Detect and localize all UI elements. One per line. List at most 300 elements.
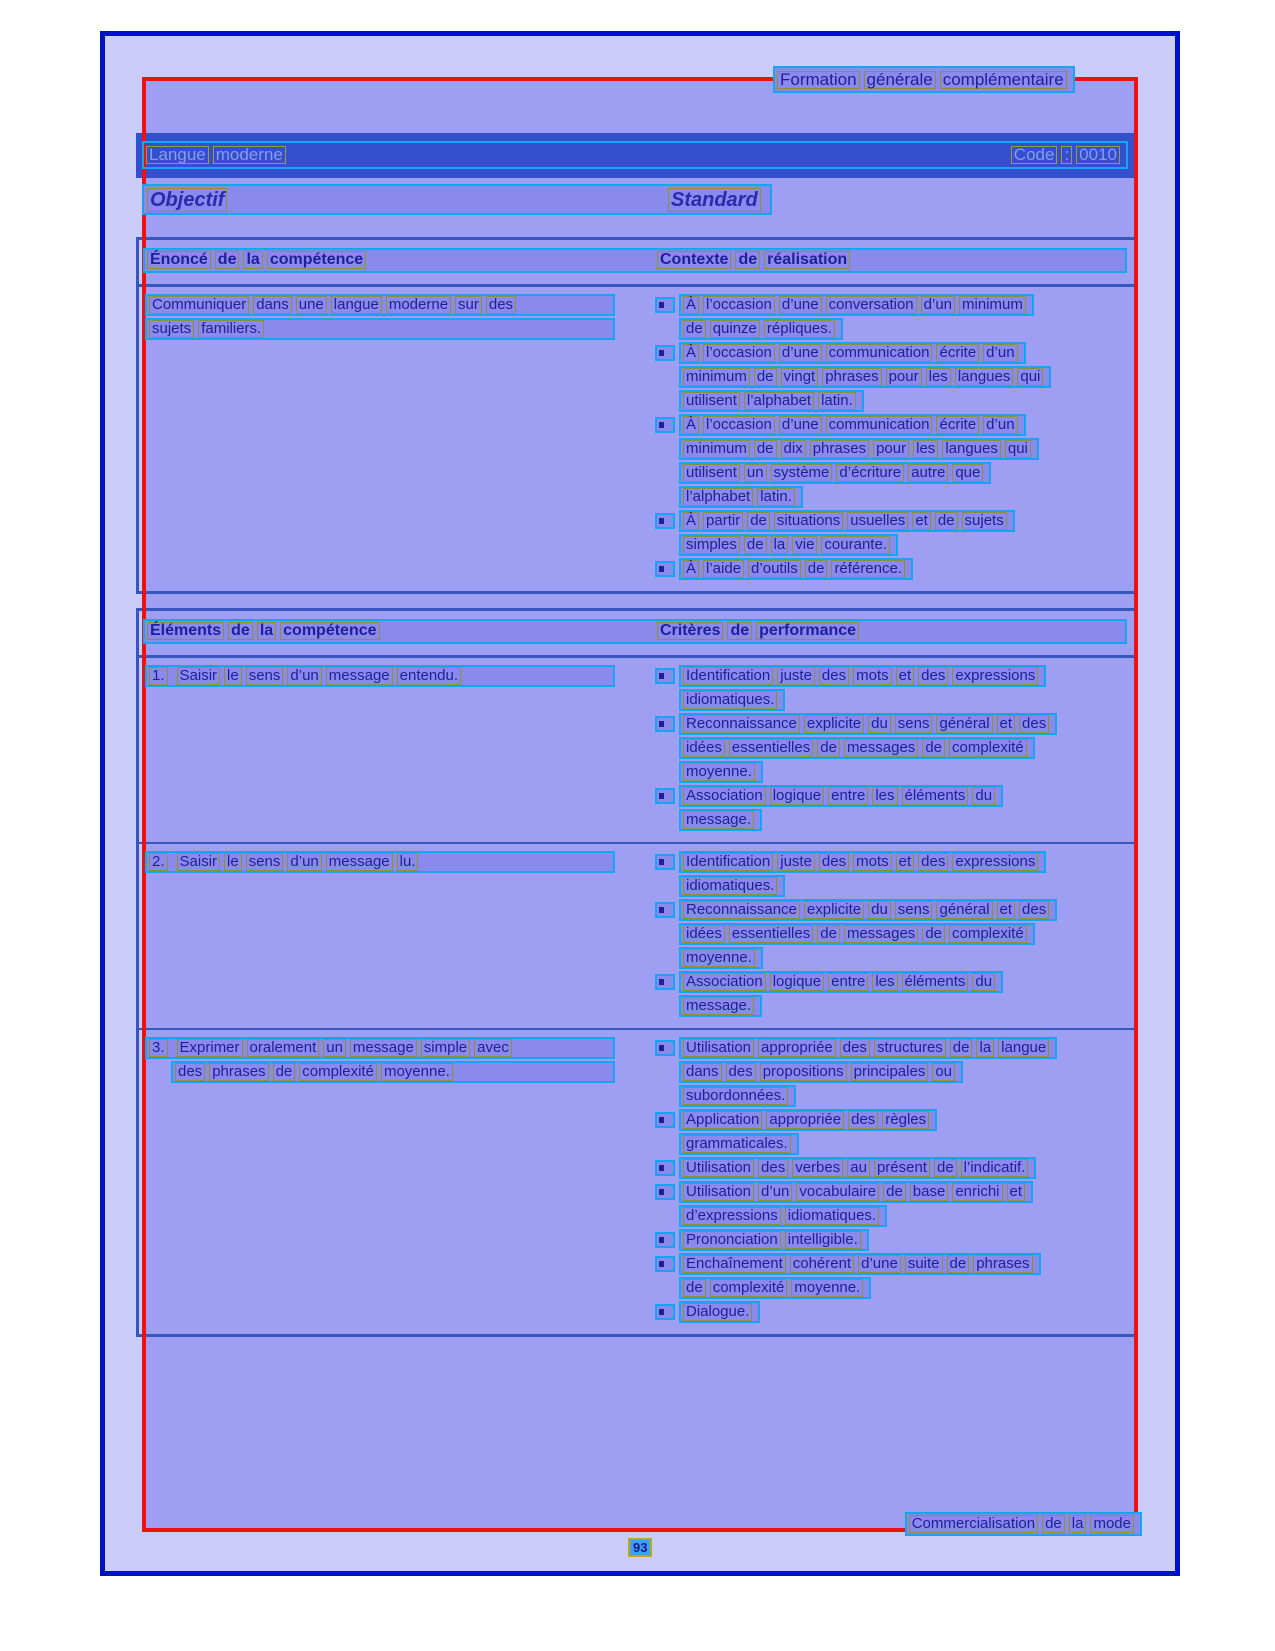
bullet-icon <box>655 1184 675 1200</box>
ocr-word: Code <box>1011 146 1058 164</box>
ocr-word: suite <box>905 1255 943 1273</box>
ocr-word: À <box>683 344 699 362</box>
bullet-dot <box>659 518 664 524</box>
objectif-standard-row <box>142 184 772 215</box>
bullet-lines <box>679 558 913 582</box>
ocr-line <box>679 462 991 484</box>
ocr-word: phrases <box>810 440 869 458</box>
ocr-word: logique <box>770 973 824 991</box>
ocr-word: explicite <box>804 901 864 919</box>
ocr-word: des <box>918 853 948 871</box>
ocr-word: d’écriture <box>836 464 904 482</box>
ocr-word: cohérent <box>790 1255 854 1273</box>
ocr-word: la <box>771 536 789 554</box>
ocr-word: Utilisation <box>683 1159 754 1177</box>
bullet-icon <box>655 668 675 684</box>
ocr-line <box>679 995 762 1017</box>
bullet-dot <box>659 859 664 865</box>
ocr-word: d’une <box>779 296 822 314</box>
ocr-word: mots <box>853 667 892 685</box>
ocr-word: général <box>936 901 992 919</box>
ocr-word: de <box>817 739 840 757</box>
ocr-word: usuelles <box>847 512 908 530</box>
ocr-word: messages <box>844 925 918 943</box>
ocr-word: du <box>972 973 995 991</box>
ocr-word: essentielles <box>729 925 813 943</box>
ocr-word: latin. <box>818 392 856 410</box>
ocr-word: un <box>744 464 767 482</box>
ocr-line <box>145 318 615 340</box>
bullet-icon <box>655 716 675 732</box>
ocr-word: mots <box>853 853 892 871</box>
table2-right-header <box>657 622 863 640</box>
ocr-word: sujets <box>149 320 194 338</box>
ocr-line <box>679 1181 1033 1203</box>
ocr-line <box>679 510 1015 532</box>
bullet-dot <box>659 1309 664 1315</box>
ocr-word: d’une <box>858 1255 901 1273</box>
ocr-word: langues <box>942 440 1001 458</box>
ocr-word: de <box>754 440 777 458</box>
ocr-word: compétence <box>280 622 379 640</box>
ocr-word: d’un <box>983 344 1017 362</box>
ocr-line <box>679 851 1046 873</box>
ocr-word: : <box>1061 146 1072 164</box>
ocr-word: verbes <box>792 1159 843 1177</box>
ocr-word: de <box>683 1279 706 1297</box>
ocr-word: de <box>883 1183 906 1201</box>
ocr-word: l’aide <box>703 560 744 578</box>
ocr-word: dans <box>683 1063 722 1081</box>
ocr-word: lu. <box>397 853 419 871</box>
ocr-word: l’indicatif. <box>961 1159 1029 1177</box>
ocr-word: de <box>1042 1515 1065 1533</box>
ocr-line <box>679 318 843 340</box>
ocr-word: du <box>972 787 995 805</box>
ocr-word: Critères <box>657 622 723 640</box>
bullet-icon <box>655 902 675 918</box>
ocr-word: des <box>819 667 849 685</box>
ocr-line <box>679 809 762 831</box>
ocr-word: message <box>326 853 393 871</box>
ocr-line <box>679 1229 869 1251</box>
ocr-word: vie <box>792 536 817 554</box>
ocr-word: éléments <box>902 973 969 991</box>
ocr-line <box>145 1037 615 1059</box>
ocr-line <box>679 366 1051 388</box>
ocr-line <box>679 737 1035 759</box>
ocr-line <box>679 534 898 556</box>
ocr-word: moderne <box>213 146 286 164</box>
ocr-word: phrases <box>973 1255 1032 1273</box>
ocr-word: de <box>228 622 253 640</box>
ocr-word: propositions <box>760 1063 847 1081</box>
table1-right-header <box>657 251 854 269</box>
ocr-word: de <box>744 536 767 554</box>
ocr-word: écrite <box>936 416 979 434</box>
ocr-line <box>679 438 1039 460</box>
bullet-dot <box>659 1237 664 1243</box>
bullet-item <box>655 558 913 582</box>
table1-left-header <box>147 251 370 269</box>
ocr-word: de <box>934 1159 957 1177</box>
ocr-line <box>145 851 615 873</box>
bullet-dot <box>659 907 664 913</box>
bullet-dot <box>659 673 664 679</box>
footer-program-title <box>905 1512 1142 1536</box>
ocr-word: sens <box>246 853 284 871</box>
ocr-word: sujets <box>962 512 1007 530</box>
ocr-word: Identification <box>683 853 773 871</box>
ocr-word: de <box>215 251 240 269</box>
ocr-word: les <box>872 973 897 991</box>
ocr-word: la <box>243 251 262 269</box>
ocr-word: des <box>848 1111 878 1129</box>
ocr-word: Application <box>683 1111 762 1129</box>
ocr-word: 0010 <box>1076 146 1120 164</box>
ocr-word: sens <box>246 667 284 685</box>
ocr-word: la <box>1069 1515 1087 1533</box>
ocr-word: sur <box>455 296 482 314</box>
ocr-line <box>679 414 1026 436</box>
bullet-icon <box>655 297 675 313</box>
ocr-word: complexité <box>299 1063 377 1081</box>
ocr-word: d’une <box>779 344 822 362</box>
ocr-word: de <box>922 739 945 757</box>
ocr-word: latin. <box>757 488 795 506</box>
ocr-line <box>145 294 615 316</box>
doc-section-title <box>773 66 1075 93</box>
ocr-word: oralement <box>247 1039 320 1057</box>
ocr-line <box>679 1061 963 1083</box>
ocr-word: de <box>683 320 706 338</box>
ocr-word: d’outils <box>748 560 801 578</box>
ocr-word: référence. <box>831 560 905 578</box>
ocr-word: Exprimer <box>177 1039 243 1057</box>
ocr-line <box>679 875 785 897</box>
ocr-word: dans <box>253 296 292 314</box>
bullet-icon <box>655 513 675 529</box>
ocr-word: idiomatiques. <box>683 877 777 895</box>
bullet-icon <box>655 1232 675 1248</box>
ocr-word: présent <box>874 1159 930 1177</box>
ocr-word: expressions <box>952 853 1038 871</box>
ocr-word: et <box>896 667 915 685</box>
ocr-word: langue <box>331 296 382 314</box>
ocr-word: simples <box>683 536 740 554</box>
ocr-word: structures <box>874 1039 946 1057</box>
ocr-word: de <box>754 368 777 386</box>
ocr-word: d’expressions <box>683 1207 781 1225</box>
ocr-word: avec <box>474 1039 512 1057</box>
ocr-word: conversation <box>826 296 917 314</box>
ocr-word: Énoncé <box>147 251 211 269</box>
ocr-line <box>679 689 785 711</box>
ocr-word: de <box>935 512 958 530</box>
ocr-line <box>679 390 864 412</box>
ocr-word: entre <box>828 973 868 991</box>
ocr-line <box>145 665 615 687</box>
ocr-word: le <box>224 667 242 685</box>
ocr-word: idées <box>683 739 725 757</box>
bullet-icon <box>655 854 675 870</box>
table2-header-line <box>143 619 1127 644</box>
ocr-word: l’occasion <box>703 416 775 434</box>
ocr-word: message <box>326 667 393 685</box>
ocr-word: performance <box>756 622 859 640</box>
bullet-dot <box>659 979 664 985</box>
bullet-lines <box>679 1157 1036 1181</box>
bullet-lines <box>679 1301 760 1325</box>
ocr-word: message <box>350 1039 417 1057</box>
ocr-word: les <box>872 787 897 805</box>
ocr-word: moyenne. <box>791 1279 863 1297</box>
ocr-word: de <box>947 1255 970 1273</box>
bullet-dot <box>659 422 664 428</box>
ocr-word: explicite <box>804 715 864 733</box>
ocr-word: message. <box>683 811 754 829</box>
ocr-word: l’occasion <box>703 344 775 362</box>
ocr-word: de <box>273 1063 296 1081</box>
ocr-word: moyenne. <box>683 763 755 781</box>
ocr-word: de <box>817 925 840 943</box>
bullet-dot <box>659 793 664 799</box>
ocr-word: Communiquer <box>149 296 249 314</box>
ocr-word: l’occasion <box>703 296 775 314</box>
ocr-word: Contexte <box>657 251 731 269</box>
table1-header-line <box>143 248 1127 273</box>
ocr-word: une <box>296 296 327 314</box>
ocr-word: pour <box>886 368 922 386</box>
ocr-word: 1. <box>149 667 168 685</box>
ocr-word: langues <box>955 368 1014 386</box>
ocr-word: Association <box>683 973 766 991</box>
ocr-word: des <box>486 296 516 314</box>
ocr-word: À <box>683 560 699 578</box>
ocr-word: pour <box>873 440 909 458</box>
ocr-word: des <box>1019 715 1049 733</box>
ocr-word: règles <box>882 1111 929 1129</box>
ocr-word: moyenne. <box>683 949 755 967</box>
bullet-icon <box>655 1256 675 1272</box>
header-ocr-line <box>142 141 1128 169</box>
ocr-word: l’alphabet <box>683 488 753 506</box>
ocr-word: de <box>727 622 752 640</box>
ocr-word: idiomatiques. <box>785 1207 879 1225</box>
page-number: 93 <box>628 1538 652 1557</box>
ocr-word: quinze <box>710 320 760 338</box>
ocr-word: situations <box>774 512 843 530</box>
ocr-word: éléments <box>902 787 969 805</box>
ocr-line <box>679 1253 1041 1275</box>
ocr-line <box>679 1157 1036 1179</box>
ocr-word: d’une <box>779 416 822 434</box>
ocr-word: de <box>735 251 760 269</box>
bullet-dot <box>659 566 664 572</box>
ocr-word: complexité <box>710 1279 788 1297</box>
ocr-word: Formation <box>777 71 860 89</box>
ocr-word: grammaticales. <box>683 1135 791 1153</box>
ocr-word: qui <box>1005 440 1031 458</box>
ocr-word: phrases <box>822 368 881 386</box>
ocr-line <box>679 971 1003 993</box>
bullet-icon <box>655 1112 675 1128</box>
ocr-line <box>679 1205 887 1227</box>
ocr-word: juste <box>777 853 815 871</box>
ocr-line <box>679 1037 1057 1059</box>
ocr-word: des <box>840 1039 870 1057</box>
bullet-dot <box>659 721 664 727</box>
ocr-word: entre <box>828 787 868 805</box>
ocr-word: intelligible. <box>785 1231 861 1249</box>
ocr-word: appropriée <box>766 1111 844 1129</box>
ocr-word: répliques. <box>764 320 835 338</box>
ocr-word: moyenne. <box>381 1063 453 1081</box>
bullet-icon <box>655 1304 675 1320</box>
ocr-word: au <box>847 1159 870 1177</box>
ocr-word: complexité <box>949 925 1027 943</box>
ocr-word: du <box>868 901 891 919</box>
ocr-word: Utilisation <box>683 1183 754 1201</box>
ocr-word: courante. <box>821 536 890 554</box>
bullet-dot <box>659 302 664 308</box>
ocr-word: des <box>175 1063 205 1081</box>
ocr-line <box>679 1109 937 1131</box>
ocr-word: autre <box>908 464 948 482</box>
ocr-word: partir <box>703 512 743 530</box>
ocr-word: simple <box>421 1039 470 1057</box>
ocr-word: d’un <box>287 853 321 871</box>
ocr-word: d’un <box>983 416 1017 434</box>
ocr-line <box>171 1061 615 1083</box>
ocr-word: logique <box>770 787 824 805</box>
ocr-word: messages <box>844 739 918 757</box>
ocr-line <box>679 1301 760 1323</box>
ocr-word: du <box>868 715 891 733</box>
ocr-line <box>679 665 1046 687</box>
ocr-word: Reconnaissance <box>683 901 800 919</box>
ocr-word: dix <box>781 440 806 458</box>
ocr-line <box>679 1085 796 1107</box>
bullet-icon <box>655 974 675 990</box>
ocr-word: langue <box>998 1039 1049 1057</box>
ocr-word: complémentaire <box>940 71 1067 89</box>
ocr-word: minimum <box>683 440 750 458</box>
ocr-word: entendu. <box>397 667 461 685</box>
ocr-word: communication <box>826 416 933 434</box>
ocr-word: Utilisation <box>683 1039 754 1057</box>
ocr-word: les <box>926 368 951 386</box>
ocr-word: sens <box>895 715 933 733</box>
ocr-word: de <box>805 560 828 578</box>
ocr-word: la <box>976 1039 994 1057</box>
ocr-word: le <box>224 853 242 871</box>
ocr-word: appropriée <box>758 1039 836 1057</box>
bullet-icon <box>655 345 675 361</box>
ocr-word: familiers. <box>198 320 264 338</box>
ocr-line <box>679 899 1057 921</box>
ocr-word: vingt <box>781 368 819 386</box>
ocr-word: et <box>997 901 1016 919</box>
ocr-word: complexité <box>949 739 1027 757</box>
ocr-word: essentielles <box>729 739 813 757</box>
ocr-word: compétence <box>267 251 366 269</box>
ocr-word: À <box>683 296 699 314</box>
ocr-word: de <box>922 925 945 943</box>
ocr-word: idiomatiques. <box>683 691 777 709</box>
bullet-lines <box>679 1229 869 1253</box>
bullet-icon <box>655 561 675 577</box>
ocr-word: expressions <box>952 667 1038 685</box>
ocr-line <box>679 342 1026 364</box>
ocr-word: Dialogue. <box>683 1303 752 1321</box>
ocr-line <box>679 785 1003 807</box>
ocr-line <box>679 1277 871 1299</box>
course-code <box>1011 146 1124 164</box>
ocr-line <box>679 947 763 969</box>
ocr-word: minimum <box>959 296 1026 314</box>
ocr-line <box>679 761 763 783</box>
bullet-item <box>655 1157 1036 1181</box>
standard-label: Standard <box>668 188 761 212</box>
ocr-word: de <box>950 1039 973 1057</box>
ocr-word: des <box>918 667 948 685</box>
ocr-word: Reconnaissance <box>683 715 800 733</box>
ocr-word: sens <box>895 901 933 919</box>
bullet-dot <box>659 350 664 356</box>
ocr-word: idées <box>683 925 725 943</box>
ocr-word: qui <box>1017 368 1043 386</box>
bullet-dot <box>659 1165 664 1171</box>
bullet-icon <box>655 417 675 433</box>
ocr-word: subordonnées. <box>683 1087 788 1105</box>
ocr-word: que <box>952 464 983 482</box>
ocr-word: et <box>997 715 1016 733</box>
bullet-dot <box>659 1189 664 1195</box>
objectif-label: Objectif <box>147 188 227 212</box>
bullet-icon <box>655 1160 675 1176</box>
ocr-word: Langue <box>146 146 209 164</box>
ocr-word: Commercialisation <box>909 1515 1038 1533</box>
bullet-icon <box>655 788 675 804</box>
ocr-word: générale <box>864 71 936 89</box>
bullet-dot <box>659 1045 664 1051</box>
ocr-word: À <box>683 512 699 530</box>
ocr-word: ou <box>932 1063 955 1081</box>
ocr-word: minimum <box>683 368 750 386</box>
ocr-line <box>679 486 803 508</box>
ocr-word: 2. <box>149 853 168 871</box>
ocr-line <box>679 558 913 580</box>
table2-left-header <box>147 622 384 640</box>
ocr-word: Saisir <box>177 853 221 871</box>
ocr-word: vocabulaire <box>796 1183 879 1201</box>
ocr-word: mode <box>1090 1515 1134 1533</box>
ocr-line <box>679 294 1034 316</box>
ocr-word: enrichi <box>952 1183 1002 1201</box>
document-page <box>100 31 1180 1576</box>
ocr-word: système <box>771 464 833 482</box>
ocr-word: 3. <box>149 1039 168 1057</box>
ocr-word: et <box>912 512 931 530</box>
ocr-word: utilisent <box>683 392 740 410</box>
ocr-word: Identification <box>683 667 773 685</box>
ocr-word: juste <box>777 667 815 685</box>
ocr-word: principales <box>851 1063 929 1081</box>
ocr-word: moderne <box>386 296 451 314</box>
ocr-word: et <box>1007 1183 1026 1201</box>
ocr-word: communication <box>826 344 933 362</box>
